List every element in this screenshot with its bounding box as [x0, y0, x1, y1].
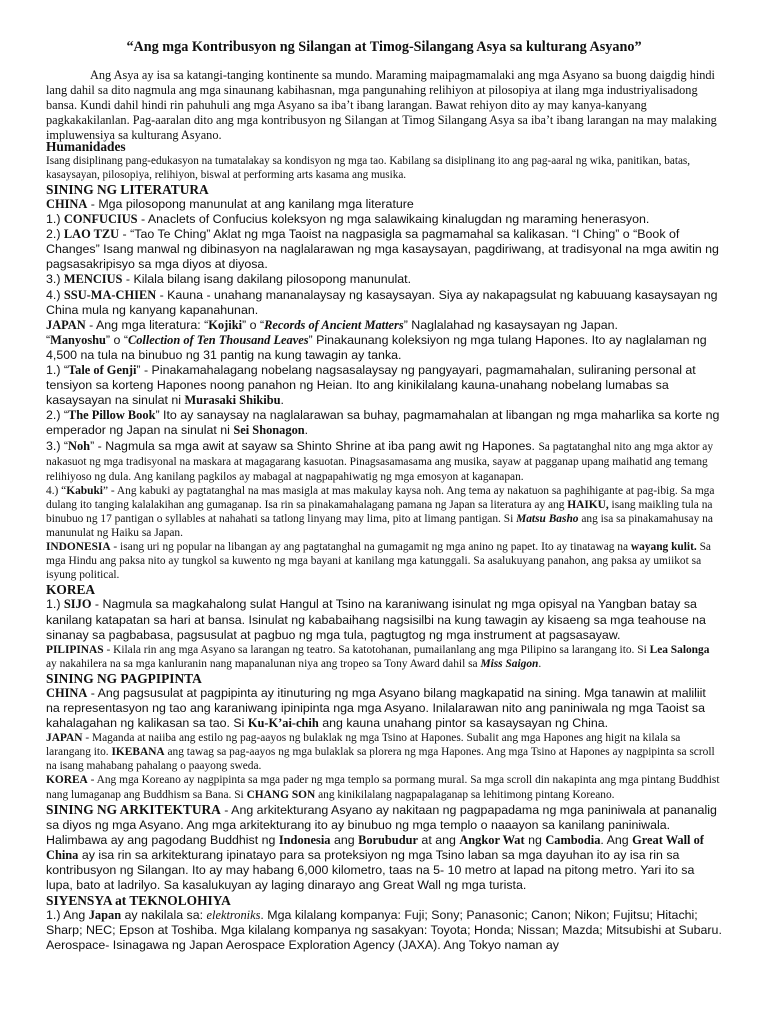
arkitektura-paragraph: SINING NG ARKITEKTURA - Ang arkitekturang Asyano ay nakitaan ng pagpapadama ng mga paniniwala at pananalig sa diyos ng mga Asyano. Ang mga arkitekturang ito ay binubuo ng mga templo o naaayon sa kanilang paniniwala. Halimbawa ay ang pagodang Buddhist ng Indonesia ang Borubudur at ang Angkor Wat ng Cambodia. Ang Great Wall of China ay isa rin sa arkitekturang ipinatayo para sa proteksiyon ng mga Tsino laban sa mga dayuhan ito ay isa rin sa kontribusyon ng Silangan. Ito ay may habang 6,000 kilometro, taas na 5- 10 metro at lapad na pitong metro. Yari ito sa lupa, bato at ladrilyo. Sa kasalukuyan ay laging dinarayo ang Great Wall ng mga turista.: [46, 801, 717, 893]
literatura-item-ssu-ma-chien: 4.) SSU-MA-CHIEN - Kauna - unahang mananalaysay ng kasaysayan. Siya ay nakapagsulat ng kabuuang kasaysayan ng China mula ng kanyang kapanahunan.: [46, 287, 718, 317]
literatura-genji: 1.) “Tale of Genji” - Pinakamahalagang nobelang nagsasalaysay ng pangyayari, pagmamahalan, suliraning personal at tensiyon sa korteng Hapones noong panahon ng Heian. Ito ang kinikilalang kauna-unahang nobelang lumabas sa kasaysayan na sinulat ni Murasaki Shikibu.: [46, 363, 696, 408]
intro-text: Ang Asya ay isa sa katangi-tanging kontinente sa mundo. Maraming maipagmamalaki ang mga Asyano sa buong daigdig hindi lang dahil sa dito nagmula ang mga sinaunang kabihasnan, mga pangunahing relihiyon at pilosopiya at ilang mga industriyalisadong bansa. Kundi dahil hindi rin pahuhuli ang mga Asyano sa iba’t ibang larangan. Bawat rehiyon dito ay may kanya-kanyang pagkakakilanlan. Pag-aaralan dito ang mga kontribusyon ng Silangan at Timog Silangang Asya sa iba’t ibang larangan na may malaking impluwensiya sa kulturang Asyano.: [46, 68, 717, 142]
literatura-noh: 3.) “Noh” - Nagmula sa mga awit at sayaw sa Shinto Shrine at iba pang awit ng Hapones. Sa pagtatanghal nito ang mga aktor ay nakasuot ng mga tradisyonal na maskara at magagarang kasuotan. Pinagsasamasama ang musika, sayaw at pagganap upang maihatid ang temang relihiyoso ng dula. Ang kanilang pagkilos ay mabagal at nagpapahiwatig ng mga emosyon at kaganapan.: [46, 438, 714, 483]
literatura-heading: SINING NG LITERATURA: [46, 182, 209, 197]
literatura-sijo: 1.) SIJO - Nagmula sa magkahalong sulat Hangul at Tsino na karaniwang isinulat ng mga opisyal na Yangban batay sa kanilang katapatan sa hari at bansa. Isinulat ng kababaihang nagsisilbi na kung tawagin ay kisaeng sa mga teahouse na sinanay sa pagbabasa, pagsusulat at pagbuo ng mga tula, pagtugtog ng mga instrument at pagsasayaw.: [46, 597, 706, 642]
literatura-china: CHINA - Mga pilosopong manunulat at ang kanilang mga literature: [46, 197, 414, 211]
pagpipinta-korea: KOREA - Ang mga Koreano ay nagpipinta sa mga pader ng mga templo sa pormang mural. Sa mga scroll din nakapinta ang mga pintang Buddhist nang lumaganap ang Buddhism sa Bana. Si CHANG SON ang kinikilalang nagpapalaganap sa lehitimong pintang Koreano.: [46, 774, 720, 801]
literatura-item-mencius: 3.) MENCIUS - Kilala bilang isang dakilang pilosopong manunulat.: [46, 272, 412, 287]
humanidades-heading: Humanidades: [46, 139, 126, 154]
document-body: [46, 139, 722, 954]
korea-heading: KOREA: [46, 582, 96, 598]
literatura-japan: JAPAN - Ang mga literatura: “Kojiki” o “Records of Ancient Matters” Naglalahad ng kasaysayan ng Japan. “Manyoshu” o “Collection of Ten Thousand Leaves” Pinakaunang koleksiyon ng mga tulang Hapones. Ito ay naglalaman ng 4,500 na tula na binubuo ng 31 pantig na kung tawagin ay tanka.: [46, 317, 707, 362]
pagpipinta-china: CHINA - Ang pagsusulat at pagpipinta ay itinuturing ng mga Asyano bilang magkapatid na sining. Mga tanawin at maliliit na representasyon ng tao ang karaniwang ipinipinta nga mga Asyano. Inilalarawan nito ang paniniwala ng mga Taoist sa kahalagahan ng kalikasan sa tao. Si Ku-K’ai-chih ang kauna unahang pintor sa kasaysayan ng China.: [46, 685, 706, 731]
literatura-pilipinas: PILIPINAS - Kilala rin ang mga Asyano sa larangan ng teatro. Sa katotohanan, pumailanlang ang mga Pilipino sa larangang ito. Si Lea Salonga ay nakahilera na sa mga kanluranin nang mapanalunan niya ang tropeo sa Tony Award dahil sa Miss Saigon.: [46, 643, 710, 670]
siyensya-heading: SIYENSYA at TEKNOLOHIYA: [46, 893, 231, 909]
pagpipinta-japan: JAPAN - Maganda at naiiba ang estilo ng pag-aayos ng bulaklak ng mga Tsino at Hapones. Subalit ang mga Hapones ang higit na kilala sa larangang ito. IKEBANA ang tawag sa pag-aayos ng mga bulaklak sa plorera ng mga Hapones. Ang mga Tsino at Hapones ay nagpipinta sa scroll na isang mahabang pahalang o paayong sweda.: [46, 732, 715, 773]
literatura-indonesia: INDONESIA - isang uri ng popular na libangan ay ang pagtatanghal na gumagamit ng mga anino ng papet. Ito ay tinatawag na wayang kulit. Sa mga Hindu ang paksa nito ay tungkol sa kuwento ng mga bayani at kanilang mga katunggali. Sa asalukuyang panahon, ang paksa ay umiikot sa isyung political.: [46, 541, 711, 582]
intro-paragraph: [46, 68, 726, 143]
humanidades-text: Isang disiplinang pang-edukasyon na tumatalakay sa kondisyon ng mga tao. Kabilang sa disiplinang ito ang pag-aaral ng wika, panitikan, batas, kasaysayan, pilosopiya, relihiyon, biswal at performing arts kasama ang musika.: [46, 155, 691, 181]
literatura-kabuki: 4.) “Kabuki” - Ang kabuki ay pagtatanghal na mas masigla at mas makulay kaysa noh. Ang tema ay nakatuon sa paghihigante at pag-ibig. Sa mga dulang ito tanging kalalakihan ang gumaganap. Isa rin sa pinakamahalagang pamana ng Japan sa literatura ay ang HAIKU, isang maikling tula na binubuo ng 17 pantigan o syllables at nahahati sa tatlong linyang may lima, pito at limang pantigan. Si Matsu Basho ang isa sa pinakamahusay na manunulat ng Haiku sa Japan.: [46, 484, 715, 540]
pagpipinta-heading: SINING NG PAGPIPINTA: [46, 670, 202, 686]
document-title: “Ang mga Kontribusyon ng Silangan at Timog-Silangang Asya sa kulturang Asyano”: [126, 39, 642, 55]
literatura-item-confucius: 1.) CONFUCIUS - Anaclets of Confucius koleksyon ng mga salawikaing kinalugdan ng maraming henerasyon.: [46, 212, 650, 227]
arkitektura-heading: SINING NG ARKITEKTURA: [46, 801, 221, 817]
literatura-item-lao-tzu: 2.) LAO TZU - “Tao Te Ching” Aklat ng mga Taoist na nagpasigla sa pagmamahal sa kalikasan. “I Ching” o “Book of Changes” Isang manwal ng dibinasyon na naglalarawan ng mga kasaysayan, pagdiriwang, at tradisyonal na mga awitin ng pagsasakripisyo sa mga diyos at diyosa.: [46, 227, 719, 272]
literatura-pillow-book: 2.) “The Pillow Book” Ito ay sanaysay na naglalarawan sa buhay, pagmamahalan at libangan ng mga maharlika sa korte ng emperador ng Japan na sinulat ni Sei Shonagon.: [46, 408, 720, 438]
siyensya-paragraph: 1.) Ang Japan ay nakilala sa: elektroniks. Mga kilalang kompanya: Fuji; Sony; Panasonic; Canon; Nikon; Fujitsu; Hitachi; Sharp; NEC; Epson at Toshiba. Mga kilalang kompanya ng sasakyan: Toyota; Honda; Nissan; Mazda; Mitsubishi at Subaru. Aerospace- Isinagawa ng Japan Aerospace Exploration Agency (JAXA). Ang Tokyo naman ay: [46, 908, 722, 953]
